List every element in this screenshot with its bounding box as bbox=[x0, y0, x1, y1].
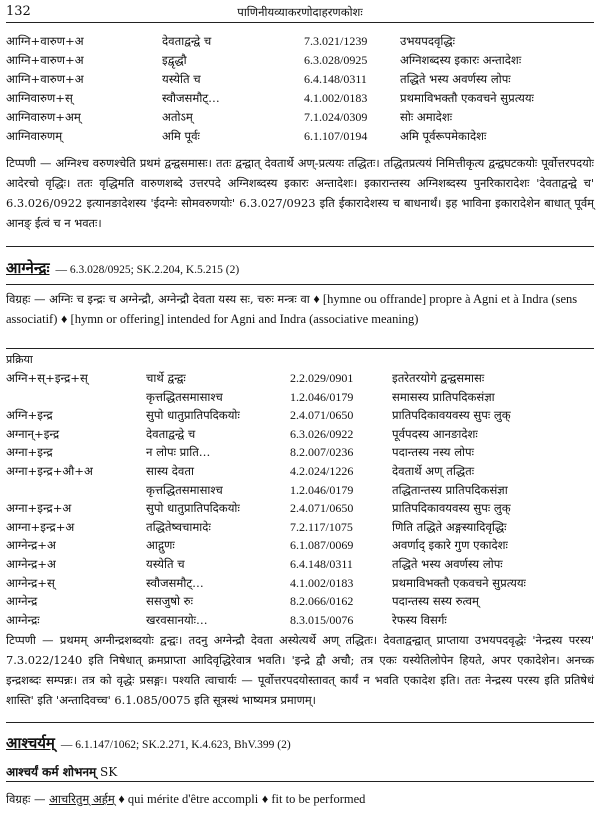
gloss-cell: प्रथमाविभक्तौ एकवचने सुप्रत्ययः bbox=[400, 91, 534, 105]
sutra-ref-cell: 6.1.087/0069 bbox=[290, 538, 354, 553]
table-row bbox=[0, 612, 600, 629]
table-row bbox=[0, 519, 600, 536]
vigraha-text: आचरितुम् अर्हम् bbox=[49, 792, 115, 806]
vigraha-french: ♦ [hymne ou offrande] propre à Agni et à Indra (sens associatif) bbox=[6, 292, 578, 326]
gloss-cell: रेफस्य विसर्गः bbox=[392, 612, 447, 627]
section-rule-1 bbox=[6, 246, 594, 247]
vigraha-english: ♦ [hymn or offering] intended for Agni and Indra (associative meaning) bbox=[61, 312, 419, 326]
sutra-ref-cell: 4.1.002/0183 bbox=[304, 91, 368, 105]
gloss-cell: णिति तद्धिते अङ्गस्यादिवृद्धिः bbox=[392, 519, 507, 534]
header-rule bbox=[6, 22, 594, 23]
section-rule-2 bbox=[6, 284, 594, 285]
sutra-ref-cell: 6.1.107/0194 bbox=[304, 129, 368, 143]
form-cell: आग्निवारुण+अम् bbox=[6, 110, 81, 124]
rule-cell: स्वौजसमौट्… bbox=[146, 575, 204, 590]
page-number: 132 bbox=[6, 4, 31, 19]
table-row bbox=[0, 593, 600, 610]
table-row bbox=[0, 407, 600, 424]
vigraha-label: विग्रहः — bbox=[6, 792, 46, 806]
page-title: पाणिनीयव्याकरणोदाहरणकोशः bbox=[237, 5, 363, 19]
sutra-ref-cell: 7.2.117/1075 bbox=[290, 519, 353, 534]
vigraha-french: ♦ qui mérite d'être accompli bbox=[118, 792, 259, 806]
rule-cell: सास्य देवता bbox=[146, 464, 194, 478]
rule-cell: कृत्तद्धितसमासाश्च bbox=[146, 389, 223, 404]
sutra-ref-cell: 6.4.148/0311 bbox=[290, 557, 353, 571]
table-row bbox=[0, 482, 600, 499]
rule-cell: यस्येति च bbox=[146, 557, 185, 571]
gloss-cell: पदान्तस्य सस्य रुत्वम् bbox=[392, 594, 479, 609]
lemma-headword: आश्चर्यम् bbox=[6, 734, 55, 752]
sutra-ref-cell: 1.2.046/0179 bbox=[290, 482, 354, 497]
rule-cell: देवताद्वन्द्वे च bbox=[146, 426, 196, 441]
table-row bbox=[0, 444, 600, 461]
table-row bbox=[0, 500, 600, 517]
form-cell: आग्नेन्द्र+स् bbox=[6, 575, 55, 590]
rule-cell: न लोपः प्राति… bbox=[146, 445, 211, 460]
table-row bbox=[0, 128, 600, 145]
section-rule-3 bbox=[6, 348, 594, 349]
form-cell: आग्नेन्द्र bbox=[6, 594, 38, 609]
table-row bbox=[0, 370, 600, 387]
table-row bbox=[0, 556, 600, 573]
sub-definition bbox=[6, 763, 117, 780]
prakriya-label: प्रक्रिया bbox=[6, 353, 33, 366]
rule-cell: यस्येति च bbox=[162, 72, 201, 86]
vigraha-1 bbox=[6, 289, 594, 329]
gloss-cell: अवर्णाद् इकारे गुण एकादेशः bbox=[392, 538, 508, 553]
rule-cell: अतोऽम् bbox=[162, 110, 193, 124]
vigraha-english: ♦ fit to be performed bbox=[261, 792, 366, 806]
sutra-ref-cell: 8.2.066/0162 bbox=[290, 594, 354, 609]
form-cell: अग्ना+इन्द्र+औ+अ bbox=[6, 464, 93, 478]
sutra-ref-cell: 6.3.026/0922 bbox=[290, 426, 354, 441]
page-header bbox=[6, 2, 594, 22]
lemma-refs: — 6.3.028/0925; SK.2.204, K.5.215 (2) bbox=[55, 264, 240, 276]
table-row bbox=[0, 90, 600, 107]
rule-cell: स्वौजसमौट्… bbox=[162, 91, 220, 105]
table-row bbox=[0, 71, 600, 88]
form-cell: अग्ना+इन्द्र bbox=[6, 445, 53, 460]
gloss-cell: समासस्य प्रातिपदिकसंज्ञा bbox=[392, 389, 495, 404]
gloss-cell: अग्निशब्दस्य इकारः अन्तादेशः bbox=[400, 53, 522, 67]
sutra-ref-cell: 8.2.007/0236 bbox=[290, 445, 354, 460]
rule-cell: इद्वृद्धौ bbox=[162, 53, 187, 67]
gloss-cell: तद्धितान्तस्य प्रातिपदिकसंज्ञा bbox=[392, 482, 508, 497]
rule-cell: तद्धितेष्वचामादेः bbox=[146, 519, 211, 534]
rule-cell: सुपो धातुप्रातिपदिकयोः bbox=[146, 501, 240, 516]
form-cell: आग्नेन्द्र+अ bbox=[6, 538, 56, 553]
gloss-cell: प्रातिपदिकावयवस्य सुपः लुक् bbox=[392, 501, 511, 516]
table-row bbox=[0, 537, 600, 554]
sub-definition-text: आश्चर्यं कर्म शोभनम् bbox=[6, 765, 97, 779]
note-1: टिप्पणी — अग्निश्च वरुणश्चेति प्रथमं द्वन्द्वसमासः। ततः द्वन्द्वात् देवतार्थे अण्-प्रत्ययः तद्धितः। तद्धितप्रत्ययं निमित्तीकृत्य द्वन्द्वघटकयोः पूर्वोत्तरपदयोः आदेरचो वृद्धिः। ततः वृद्धिमति वारुणशब्दे उत्तरपदे अग्निशब्दस्य इकारः अन्तादेशः। इकारान्तस्य अग्निशब्दस्य पुनरिकारादेशः 'देवताद्वन्द्वे च' 6.3.026/0922 इत्यानङादेशस्य 'ईदग्नेः सोमवरुणयोः' 6.3.027/0923 इति ईकारादेशस्य च बाधनार्थं। इह भाविना इकारादेशेन बाधात् पूर्वम् आनङ् ईत्वं च न भवतः। bbox=[6, 156, 594, 230]
gloss-cell: पदान्तस्य नस्य लोपः bbox=[392, 445, 474, 460]
form-cell: आग्नेन्द्रः bbox=[6, 612, 40, 627]
gloss-cell: प्रातिपदिकावयवस्य सुपः लुक् bbox=[392, 408, 511, 423]
sutra-ref-cell: 8.3.015/0076 bbox=[290, 612, 354, 627]
table-row bbox=[0, 109, 600, 126]
gloss-cell: पूर्वपदस्य आनङादेशः bbox=[392, 426, 478, 441]
section-rule-4 bbox=[6, 722, 594, 723]
sutra-ref-cell: 6.4.148/0311 bbox=[304, 72, 367, 86]
rule-cell: आद्गुणः bbox=[146, 538, 175, 553]
gloss-cell: देवतार्थे अण् तद्धितः bbox=[392, 464, 475, 478]
sutra-ref-cell: 7.3.021/1239 bbox=[304, 34, 368, 48]
gloss-cell: इतरेतरयोगे द्वन्द्वसमासः bbox=[392, 371, 485, 385]
sutra-ref-cell: 2.2.029/0901 bbox=[290, 371, 354, 385]
table-row bbox=[0, 426, 600, 443]
gloss-cell: उभयपदवृद्धिः bbox=[400, 34, 456, 48]
gloss-cell: सोः अमादेशः bbox=[400, 110, 453, 124]
lemma-headword: आग्नेन्द्रः bbox=[6, 259, 50, 277]
rule-cell: अमि पूर्वः bbox=[162, 129, 200, 143]
form-cell: आग्नि+वारुण+अ bbox=[6, 53, 84, 67]
rule-cell: सुपो धातुप्रातिपदिकयोः bbox=[146, 408, 240, 423]
rule-cell: खरवसानयोः… bbox=[146, 612, 208, 627]
rule-cell: देवताद्वन्द्वे च bbox=[162, 34, 212, 48]
form-cell: आग्निवारुणम् bbox=[6, 129, 63, 143]
form-cell: आग्नि+वारुण+अ bbox=[6, 72, 84, 86]
table-row bbox=[0, 33, 600, 50]
vigraha-text: अग्निः च इन्द्रः च अग्नेन्द्रौ, अग्नेन्द्रौ देवता यस्य सः, चरुः मन्त्रः वा bbox=[49, 292, 310, 306]
table-row bbox=[0, 463, 600, 480]
rule-cell: कृत्तद्धितसमासाश्च bbox=[146, 482, 223, 497]
sutra-ref-cell: 6.3.028/0925 bbox=[304, 53, 368, 67]
table-row bbox=[0, 389, 600, 406]
rule-cell: चार्थे द्वन्द्वः bbox=[146, 371, 186, 385]
gloss-cell: प्रथमाविभक्तौ एकवचने सुप्रत्ययः bbox=[392, 575, 526, 590]
form-cell: आग्ना+इन्द्र+अ bbox=[6, 519, 75, 534]
form-cell: आग्नेन्द्र+अ bbox=[6, 557, 56, 571]
form-cell: आग्निवारुण+स् bbox=[6, 91, 73, 105]
form-cell: अग्नि+स्+इन्द्र+स् bbox=[6, 371, 88, 385]
form-cell: अग्ना+इन्द्र+अ bbox=[6, 501, 72, 516]
sutra-ref-cell: 7.1.024/0309 bbox=[304, 110, 368, 124]
gloss-cell: तद्धिते भस्य अवर्णस्य लोपः bbox=[400, 72, 511, 86]
vigraha-2 bbox=[6, 789, 594, 809]
sub-definition-source: SK bbox=[96, 765, 118, 779]
lemma-refs: — 6.1.147/1062; SK.2.271, K.4.623, BhV.399 (2) bbox=[60, 739, 291, 751]
sutra-ref-cell: 4.1.002/0183 bbox=[290, 575, 354, 590]
note-2: टिप्पणी — प्रथमम् अग्नीन्द्रशब्दयोः द्वन्द्वः। तदनु अग्नेन्द्रौ देवता अस्येत्यर्थे अण् तद्धितः। देवताद्वन्द्वात् प्राप्ताया उभयपदवृद्धेः 'नेन्द्रस्य परस्य' 7.3.022/1240 इति निषेधात् क्रमप्राप्ता आदिवृद्धिरेवात्र भवति। 'इन्द्रे द्वौ अचौ; तत्र एकः यस्येतिलोपेन हियते, अपर एकादेशेन। अनच्क इन्द्रशब्दः सम्पन्नः। तत्र को वृद्धेः प्रसङ्गः। पश्यति त्वाचार्यः — पूर्वोत्तरपदयोस्तावत् कार्यं न भवति एकादेश इति। ततः नेन्द्रस्य परस्य इति प्रतिषेधं शास्ति' इति 'अन्तादिवच्च' 6.1.085/0075 इति सूत्रस्थं भाष्यमत्र प्रमाणम्। bbox=[6, 633, 594, 707]
rule-cell: ससजुषो रुः bbox=[146, 594, 193, 609]
sutra-ref-cell: 2.4.071/0650 bbox=[290, 408, 354, 423]
gloss-cell: अमि पूर्वरूपमेकादेशः bbox=[400, 129, 487, 143]
gloss-cell: तद्धिते भस्य अवर्णस्य लोपः bbox=[392, 557, 503, 571]
form-cell: अग्नान्+इन्द्र bbox=[6, 426, 60, 441]
lemma-ashcharya bbox=[6, 733, 291, 753]
sutra-ref-cell: 1.2.046/0179 bbox=[290, 389, 354, 404]
vigraha-label: विग्रहः — bbox=[6, 292, 46, 306]
lemma-agnendra bbox=[6, 258, 239, 278]
section-rule-5 bbox=[6, 781, 594, 782]
table-row bbox=[0, 52, 600, 69]
form-cell: अग्नि+इन्द्र bbox=[6, 408, 53, 423]
table-row bbox=[0, 575, 600, 592]
sutra-ref-cell: 4.2.024/1226 bbox=[290, 464, 354, 478]
sutra-ref-cell: 2.4.071/0650 bbox=[290, 501, 354, 516]
form-cell: आग्नि+वारुण+अ bbox=[6, 34, 84, 48]
